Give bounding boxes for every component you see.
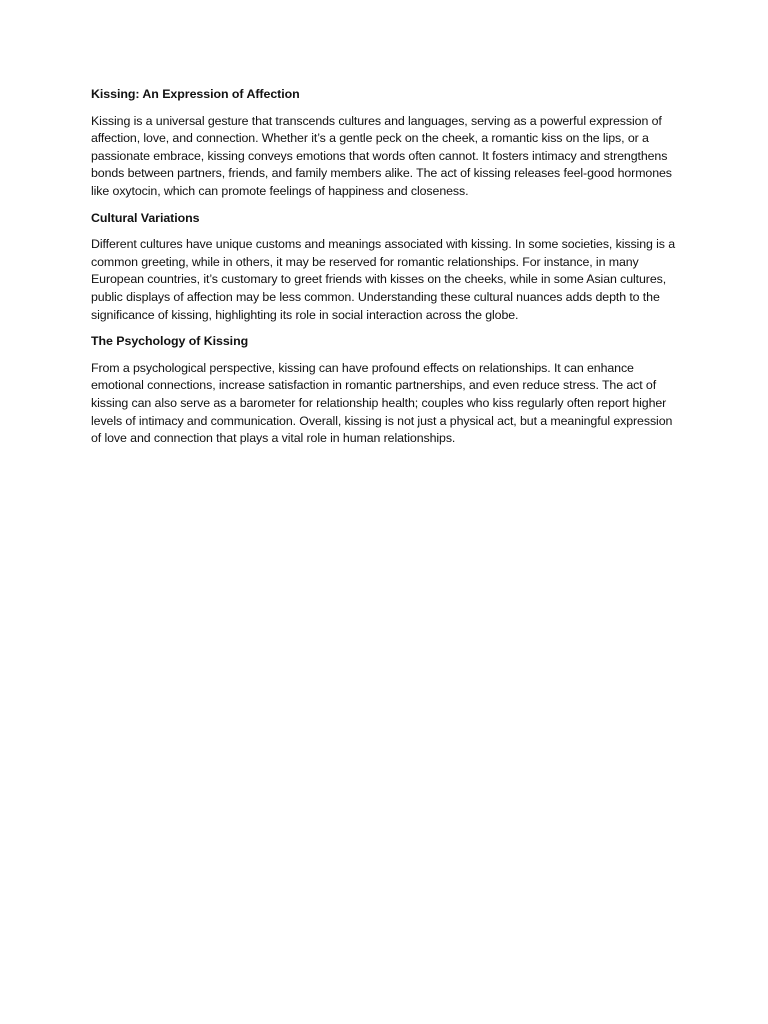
document-title: Kissing: An Expression of Affection — [91, 87, 300, 101]
intro-paragraph: Kissing is a universal gesture that transcends cultures and languages, serving as a powerful expression of affection, love, and connection. Whether it’s a gentle peck on the cheek, a romantic kiss on the lips, or a passionate embrace, kissing conveys emotions that words often cannot. It fosters intimacy and strengthens bonds between partners, friends, and family members alike. The act of kissing releases feel-good hormones like oxytocin, which can promote feelings of happiness and closeness. — [91, 113, 672, 198]
document-body — [91, 86, 681, 457]
section-heading-cultural-variations: Cultural Variations — [91, 210, 200, 225]
section-heading-psychology-of-kissing: The Psychology of Kissing — [91, 334, 249, 349]
section-body-cultural-variations: Different cultures have unique customs and meanings associated with kissing. In some societies, kissing is a common greeting, while in others, it may be reserved for romantic relationships. For instance, in many European countries, it’s customary to greet friends with kisses on the cheeks, while in some Asian cultures, public displays of affection may be less common. Understanding these cultural nuances adds depth to the significance of kissing, highlighting its role in social interaction across the globe. — [91, 237, 676, 322]
section-body-psychology-of-kissing: From a psychological perspective, kissing can have profound effects on relationships. It can enhance emotional connections, increase satisfaction in romantic partnerships, and even reduce stress. The act of kissing can also serve as a barometer for relationship health; couples who kiss regularly often report higher levels of intimacy and communication. Overall, kissing is not just a physical act, but a meaningful expression of love and connection that plays a vital role in human relationships. — [91, 360, 673, 446]
